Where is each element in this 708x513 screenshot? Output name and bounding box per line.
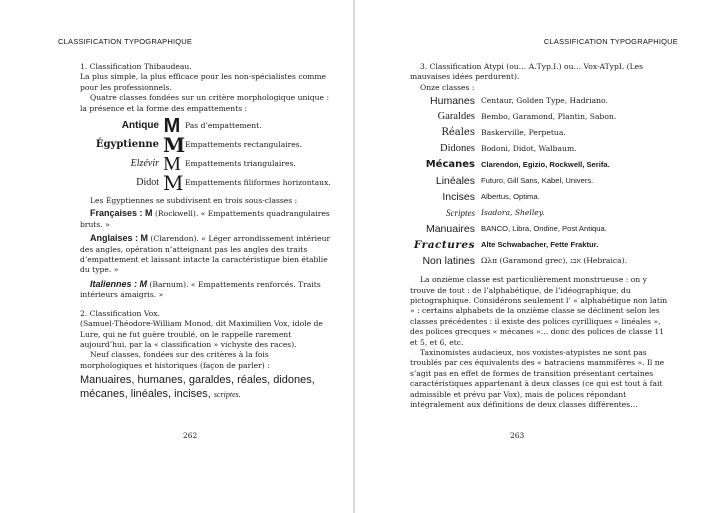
right-page-body [410, 62, 668, 411]
class-row-humanes [410, 93, 668, 109]
page-number-right: 263 [510, 431, 525, 440]
class-description: Empattements filiformes horizontaux. [185, 178, 331, 188]
class-examples: Centaur, Golden Type, Hadriano. [481, 96, 608, 106]
class-row-didones [410, 141, 668, 157]
class-name: Scriptes [446, 208, 475, 219]
class-row-scriptes [410, 205, 668, 221]
class-row-mecanes [410, 157, 668, 173]
atypi-paragraph-2: Taxinomistes audacieux, nos voxistes-atypistes ne sont pas troublés par ces équivalents des « batraciens mammifères ». Il ne s’agit pas en effet de formes de transition présentant certaines caractéristiques appartenant à deux classes (ce qui est tout à fait admissible et prévu par Vox), mais de polices répondant intégralement aux définitions de deux classes différentes… [410, 348, 665, 410]
subclass-label: Françaises : M [90, 208, 153, 219]
left-page-body [80, 62, 332, 402]
class-glyph: M [163, 115, 181, 138]
class-name: Mécanes [425, 159, 475, 171]
subclass-anglaises [80, 233, 332, 276]
class-name: Réales [441, 127, 475, 139]
subclass-text: (Clarendon). « Léger arrondissement intérieur des angles, opération n’atteignant pas les angles des traits d’empattement et laissant intacte la caractéristique bien établie du type. » [80, 234, 331, 275]
subclass-label: Italiennes : M [90, 278, 148, 289]
class-examples: Albertus, Optima. [481, 192, 540, 202]
class-row-reales [410, 125, 668, 141]
class-name: Elzévir [130, 158, 159, 170]
section-title-atypi [410, 62, 668, 83]
class-examples: BANCO, Libra, Ondine, Post Antiqua. [481, 224, 607, 234]
class-examples: Bodoni, Didot, Walbaum. [481, 144, 577, 154]
class-row-non-latines [410, 253, 668, 269]
class-row-didot [80, 171, 332, 196]
class-row-egyptienne [80, 133, 332, 158]
running-head-left: CLASSIFICATION TYPOGRAPHIQUE [58, 37, 193, 46]
class-examples: Alte Schwabacher, Fette Fraktur. [481, 240, 599, 250]
class-examples: Ωλπ (Garamond grec), אבג (Hebraica). [481, 256, 628, 266]
subclass-italiennes [80, 279, 332, 301]
class-row-elzevir [80, 155, 332, 174]
class-name: Incises [442, 191, 475, 204]
class-name: Humanes [430, 95, 475, 108]
class-row-incises [410, 189, 668, 205]
section-title-vox: 2. Classification Vox. [80, 308, 160, 318]
class-name: Linéales [435, 175, 475, 188]
class-examples: Isadora, Shelley. [481, 208, 545, 218]
vox-list-line: Manuaires, humanes, garaldes, réales, didones, [80, 374, 315, 387]
thibaudeau-intro: La plus simple, la plus efficace pour les non-spécialistes comme pour les professionnels. [80, 72, 327, 92]
subclass-label: Anglaises : M [90, 233, 149, 244]
subclass-francaises [80, 208, 332, 230]
vox-class-list [80, 373, 332, 402]
class-row-lineales [410, 173, 668, 189]
atypi-paragraph-1: La onzième classe est particulièrement monstrueuse : on y trouve de tout : de l’alphabétique, de l’idéographique, du pictographique. Considérons seulement l’ « alphabétique non latin » : certains alphabets de la onzième classe se déclinent selon les classes précédentes : il existe des polices cyrilliques « linéales », des polices grecques « mécanes »… donc des polices de classe 11 et 5, et 6, etc. [410, 275, 668, 347]
class-glyph: M [163, 153, 181, 176]
subclasses-intro: Les Égyptiennes se subdivisent en trois sous-classes : [90, 196, 298, 206]
class-name: Garaldes [437, 111, 475, 123]
class-name: Antique [121, 120, 159, 132]
page-number-left: 262 [183, 431, 198, 440]
class-name: Égyptienne [95, 139, 159, 151]
class-glyph: M [163, 171, 184, 196]
subclass-text: (Rockwell). « Empattements quadrangulaires bruts. » [80, 209, 330, 229]
section-title-thibaudeau: 1. Classification Thibaudeau. [80, 62, 192, 71]
atypi-count: Onze classes : [420, 82, 475, 92]
class-name: Non latines [422, 255, 475, 268]
class-examples: Futuro, Gill Sans, Kabel, Univers. [481, 176, 594, 186]
subclass-text: (Barnum). « Empattements renforcés. Traits intérieurs amaigris. » [80, 279, 321, 300]
class-glyph: M [163, 133, 186, 158]
class-examples: Bembo, Garamond, Plantin, Sabon. [481, 112, 617, 122]
class-row-antique [80, 117, 332, 136]
class-examples: Baskerville, Perpetua. [481, 128, 566, 138]
vox-paragraph-1: (Samuel-Théodore-William Monod, dit Maximilien Vox, idole de Lure, qui ne fut guère troublé, on le rappelle rarement aujourd’hui, par la « classification » vichyste des races). [80, 319, 323, 349]
atypi-title: 3. Classification Atypi [420, 62, 504, 71]
running-head-right: CLASSIFICATION TYPOGRAPHIQUE [543, 37, 678, 46]
class-row-garaldes [410, 109, 668, 125]
vox-paragraph-2: Neuf classes, fondées sur des critères à la fois morphologiques et historiques (façon de parler) : [80, 350, 270, 370]
class-description: Empattements triangulaires. [185, 159, 296, 169]
vox-list-scriptes: scriptes. [213, 390, 241, 400]
atypi-class-table [410, 93, 668, 269]
class-name: Fractures [413, 239, 475, 252]
class-description: Empattements rectangulaires. [185, 140, 303, 150]
class-row-fractures [410, 237, 668, 253]
atypi-title-rest: (ou… A.Typ.I.) ou… Vox-ATypI. (Les mauvaises idées perdurent). [410, 62, 644, 82]
class-name: Manuaires [425, 223, 475, 236]
vox-list-line [80, 387, 332, 402]
thibaudeau-class-table [80, 115, 332, 196]
vox-list-text: mécanes, linéales, incises, [80, 388, 214, 401]
class-description: Pas d’empattement. [185, 121, 262, 131]
class-row-manuaires [410, 221, 668, 237]
class-name: Didones [440, 143, 475, 155]
class-examples: Clarendon, Egizio, Rockwell, Serifa. [481, 160, 610, 170]
class-name: Didot [136, 177, 159, 189]
thibaudeau-intro-2: Quatre classes fondées sur un critère morphologique unique : la présence et la forme des empattements : [80, 93, 329, 113]
